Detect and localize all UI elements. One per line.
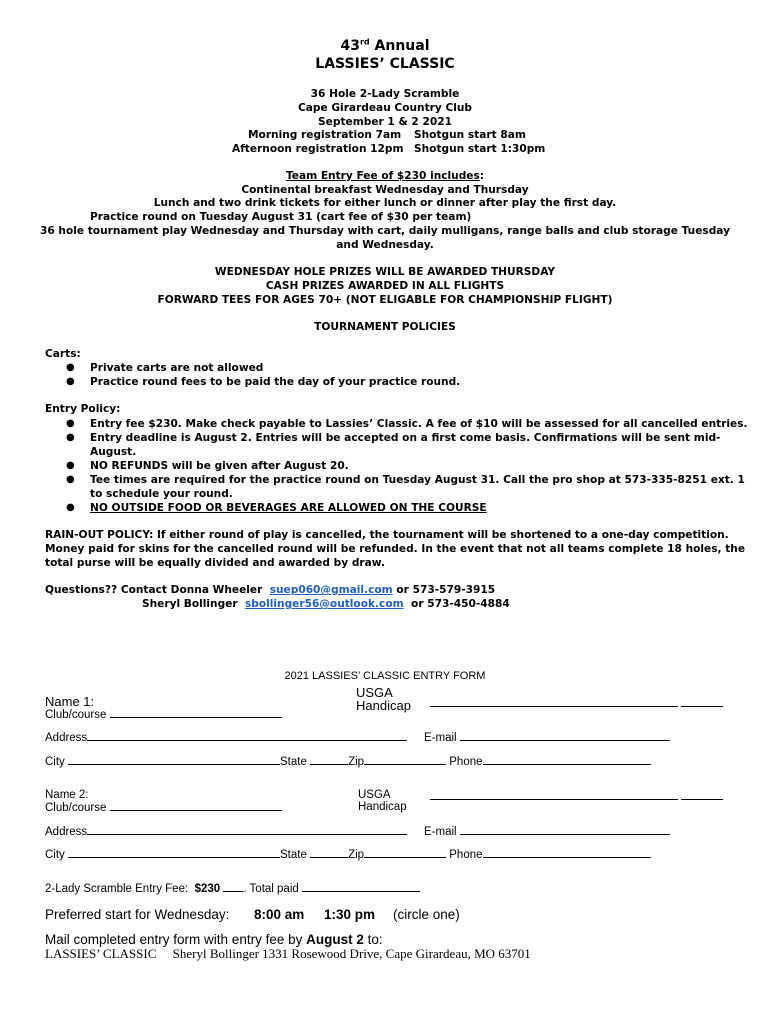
handicap2-label: Handicap bbox=[358, 801, 407, 813]
handicap1-label: Handicap bbox=[356, 698, 411, 713]
rainout-line: Money paid for skins for the cancelled round will be refunded. In the event that not all teams complete 18 holes, the bbox=[45, 543, 746, 555]
morning-shotgun: Shotgun start 8am bbox=[414, 129, 526, 141]
start-option-130pm[interactable]: 1:30 pm bbox=[324, 907, 376, 922]
contact-line-2: Sheryl Bollinger sbollinger56@outlook.com or 573-450-4884 bbox=[142, 598, 510, 610]
entry-policy-item-cont: to schedule your round. bbox=[90, 488, 233, 500]
fee-heading: Team Entry Fee of $230 includes: bbox=[285, 170, 485, 182]
entry-policy-item: Tee times are required for the practice round on Tuesday August 31. Call the pro shop at 573-335-8251 ext. 1 bbox=[90, 474, 745, 486]
email2-field[interactable]: E-mail bbox=[424, 825, 670, 838]
edition-heading bbox=[0, 38, 770, 54]
event-venue: Cape Girardeau Country Club bbox=[297, 102, 472, 114]
usga1-label: USGA bbox=[356, 685, 393, 700]
entry-policy-item-cont: August. bbox=[90, 446, 137, 458]
contact-line-1: Questions?? Contact Donna Wheeler suep060@gmail.com or 573-579-3915 bbox=[45, 584, 496, 596]
address2-field[interactable]: Address bbox=[45, 825, 407, 838]
morning-registration: Morning registration 7am bbox=[248, 129, 402, 141]
contact-email-link[interactable]: sbollinger56@outlook.com bbox=[244, 598, 404, 610]
page-title: LASSIES’ CLASSIC bbox=[315, 56, 455, 72]
mail-instruction: Mail completed entry form with entry fee by August 2 to: bbox=[45, 932, 383, 947]
afternoon-registration: Afternoon registration 12pm bbox=[232, 143, 404, 155]
name1-label: Name 1: bbox=[45, 694, 95, 709]
contact-email-link[interactable]: suep060@gmail.com bbox=[269, 584, 393, 596]
bullet-icon: ● bbox=[66, 376, 75, 387]
circle-one-note: (circle one) bbox=[393, 907, 460, 922]
notice-line: WEDNESDAY HOLE PRIZES WILL BE AWARDED THURSDAY bbox=[214, 266, 556, 278]
edition-suffix: rd bbox=[359, 37, 370, 47]
afternoon-shotgun: Shotgun start 1:30pm bbox=[414, 143, 546, 155]
carts-item: Private carts are not allowed bbox=[90, 362, 264, 374]
edition-number: 43 bbox=[340, 38, 360, 54]
notice-line: FORWARD TEES FOR AGES 70+ (NOT ELIGABLE FOR CHAMPIONSHIP FLIGHT) bbox=[157, 294, 613, 306]
fee-item: Lunch and two drink tickets for either lunch or dinner after play the first day. bbox=[153, 197, 617, 209]
fee-item: Practice round on Tuesday August 31 (cart fee of $30 per team) bbox=[90, 211, 472, 223]
entry-policy-item: Entry deadline is August 2. Entries will be accepted on a first come basis. Confirmations will be sent mid- bbox=[90, 432, 721, 444]
bullet-icon: ● bbox=[66, 362, 75, 373]
email1-field[interactable]: E-mail bbox=[424, 731, 670, 744]
name2-label: Name 2: bbox=[45, 789, 89, 801]
rainout-line: total purse will be equally divided and awarded by draw. bbox=[45, 557, 385, 569]
citystate2-field[interactable]: City State Zip Phone bbox=[45, 848, 651, 861]
bullet-icon: ● bbox=[66, 432, 75, 443]
club1-field[interactable]: Club/course bbox=[45, 708, 282, 721]
bullet-icon: ● bbox=[66, 418, 75, 429]
event-dates: September 1 & 2 2021 bbox=[318, 116, 452, 128]
carts-label: Carts: bbox=[45, 348, 81, 360]
form-title: 2021 LASSIES’ CLASSIC ENTRY FORM bbox=[284, 670, 486, 682]
start-option-8am[interactable]: 8:00 am bbox=[254, 907, 305, 922]
rainout-line: RAIN-OUT POLICY: If either round of play is cancelled, the tournament will be shortened to a one-day competition. bbox=[45, 529, 729, 541]
entry-policy-label: Entry Policy: bbox=[45, 403, 121, 415]
citystate1-field[interactable]: City State Zip Phone bbox=[45, 755, 651, 768]
entry-policy-item: Entry fee $230. Make check payable to Lassies’ Classic. A fee of $10 will be assessed for all cancelled entries. bbox=[90, 418, 748, 430]
notice-line: CASH PRIZES AWARDED IN ALL FLIGHTS bbox=[265, 280, 505, 292]
edition-word: Annual bbox=[374, 38, 430, 54]
event-format: 36 Hole 2-Lady Scramble bbox=[310, 88, 460, 100]
handicap2-field[interactable] bbox=[430, 790, 723, 803]
carts-item: Practice round fees to be paid the day of your practice round. bbox=[90, 376, 461, 388]
club2-field[interactable]: Club/course bbox=[45, 801, 282, 814]
policies-heading: TOURNAMENT POLICIES bbox=[314, 321, 456, 333]
entry-fee-line[interactable]: 2-Lady Scramble Entry Fee: $230 . Total paid bbox=[45, 882, 420, 895]
entry-policy-item: NO OUTSIDE FOOD OR BEVERAGES ARE ALLOWED ON THE COURSE bbox=[90, 502, 487, 514]
mail-address: LASSIES’ CLASSIC Sheryl Bollinger 1331 Rosewood Drive, Cape Girardeau, MO 63701 bbox=[45, 946, 531, 961]
bullet-icon: ● bbox=[66, 460, 75, 471]
handicap1-field[interactable] bbox=[430, 697, 723, 710]
bullet-icon: ● bbox=[66, 502, 75, 513]
bullet-icon: ● bbox=[66, 474, 75, 485]
entry-policy-item: NO REFUNDS will be given after August 20. bbox=[90, 460, 349, 472]
address1-field[interactable]: Address bbox=[45, 731, 407, 744]
fee-item: and Wednesday. bbox=[336, 239, 434, 251]
fee-item: 36 hole tournament play Wednesday and Thursday with cart, daily mulligans, range balls and club storage Tuesday bbox=[39, 225, 731, 237]
usga2-label: USGA bbox=[358, 789, 391, 801]
preferred-start-label: Preferred start for Wednesday: bbox=[45, 907, 230, 922]
fee-item: Continental breakfast Wednesday and Thursday bbox=[241, 184, 529, 196]
